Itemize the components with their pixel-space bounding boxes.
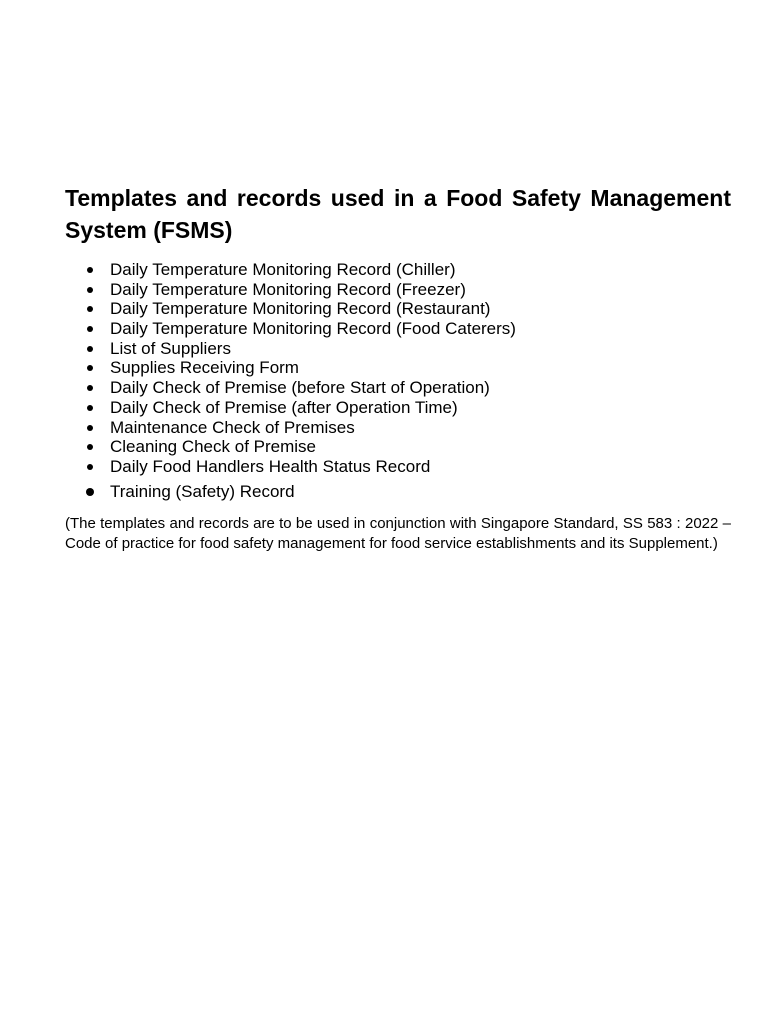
bullet-icon [86, 488, 94, 496]
bullet-icon [87, 306, 93, 312]
bullet-icon [87, 267, 93, 273]
document-title: Templates and records used in a Food Safety Management System (FSMS) [65, 185, 731, 243]
bullet-icon [87, 425, 93, 431]
list-item [110, 398, 730, 418]
bullet-icon [87, 385, 93, 391]
list-item [110, 299, 730, 319]
list-item [110, 339, 730, 359]
list-item [110, 319, 730, 339]
list-item-label: Daily Food Handlers Health Status Record [110, 456, 431, 476]
list-item [110, 437, 730, 457]
list-item-label: Daily Check of Premise (before Start of Operation) [110, 378, 490, 398]
list-item-label: Daily Temperature Monitoring Record (Restaurant) [110, 299, 491, 319]
bullet-icon [87, 346, 93, 352]
records-list [110, 260, 730, 501]
list-item-label: Supplies Receiving Form [110, 358, 299, 378]
list-item-label: Daily Check of Premise (after Operation Time) [110, 397, 458, 417]
list-item [110, 358, 730, 378]
list-item [110, 482, 730, 502]
bullet-icon [87, 287, 93, 293]
bullet-icon [87, 326, 93, 332]
list-item [110, 457, 730, 477]
list-item [110, 418, 730, 438]
list-item-label: Daily Temperature Monitoring Record (Food Caterers) [110, 319, 516, 339]
list-item [110, 280, 730, 300]
list-item-label: Daily Temperature Monitoring Record (Freezer) [110, 279, 466, 299]
bullet-icon [87, 365, 93, 371]
list-item-label: Training (Safety) Record [110, 481, 295, 501]
list-item [110, 378, 730, 398]
list-item-label: Cleaning Check of Premise [110, 437, 316, 457]
list-item [110, 260, 730, 280]
usage-note: (The templates and records are to be used in conjunction with Singapore Standard, SS 583 : 2022 – Code of practice for food safety management for food service establishments and its Supplement.) [65, 515, 731, 552]
bullet-icon [87, 405, 93, 411]
list-item-label: Daily Temperature Monitoring Record (Chiller) [110, 260, 456, 279]
list-item-label: Maintenance Check of Premises [110, 417, 355, 437]
list-item-label: List of Suppliers [110, 338, 231, 358]
bullet-icon [87, 464, 93, 470]
bullet-icon [87, 444, 93, 450]
